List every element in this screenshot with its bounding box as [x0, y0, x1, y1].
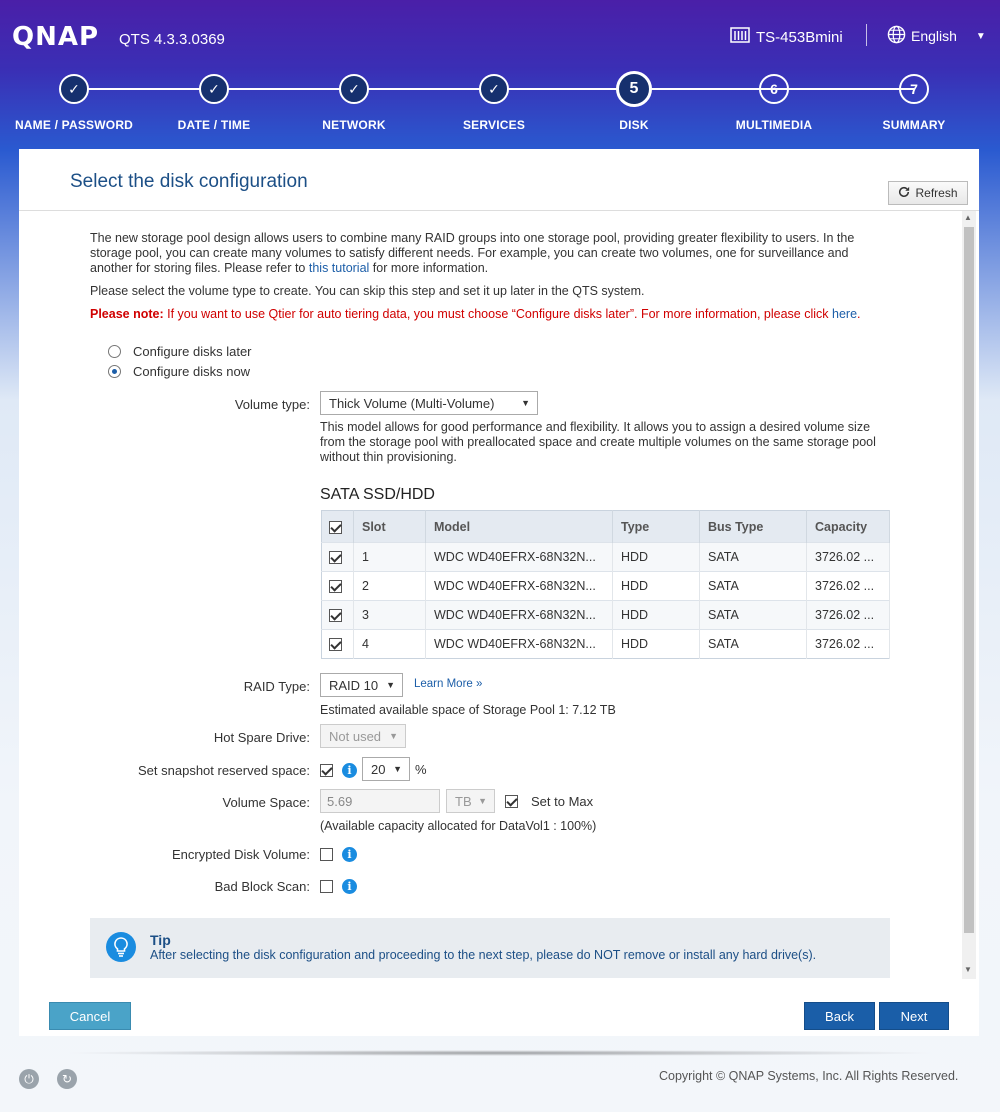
- cell-slot: 3: [354, 601, 426, 630]
- info-icon[interactable]: i: [342, 847, 357, 862]
- refresh-button[interactable]: Refresh: [888, 181, 968, 205]
- wizard-stepper: [0, 70, 1000, 150]
- volume-space-input[interactable]: 5.69: [320, 789, 440, 813]
- checkbox-icon[interactable]: [329, 521, 342, 534]
- table-row[interactable]: [322, 630, 890, 659]
- page-title: Select the disk configuration: [70, 171, 308, 192]
- cell-bus: SATA: [700, 572, 807, 601]
- encrypted-checkbox[interactable]: [320, 848, 333, 861]
- cell-bus: SATA: [700, 601, 807, 630]
- step-number: 5: [616, 71, 652, 107]
- here-link[interactable]: here: [832, 307, 858, 321]
- snapshot-percent-select[interactable]: 20 ▼: [362, 757, 410, 781]
- tip-title: Tip: [150, 932, 171, 948]
- hot-spare-label: Hot Spare Drive:: [213, 730, 310, 745]
- scroll-up-icon[interactable]: ▲: [964, 213, 972, 222]
- col-capacity[interactable]: Capacity: [807, 511, 890, 543]
- table-header-row: [322, 511, 890, 543]
- radio-now[interactable]: [108, 365, 121, 378]
- disk-table: [321, 510, 890, 659]
- volume-type-description: This model allows for good performance and flexibility. It allows you to assign a desired volume size from the storage pool with preallocated space and create multiple volumes on the same storage pool without thin provisioning.: [320, 420, 876, 464]
- disk-config-panel: [19, 149, 979, 1036]
- col-type[interactable]: Type: [613, 511, 700, 543]
- col-slot[interactable]: Slot: [354, 511, 426, 543]
- select-instruction: Please select the volume type to create. You can skip this step and set it up later in the QTS system.: [90, 284, 645, 298]
- bad-block-checkbox[interactable]: [320, 880, 333, 893]
- step-number: 6: [759, 74, 789, 104]
- raid-type-label: RAID Type:: [243, 679, 310, 694]
- row-checkbox[interactable]: [329, 609, 342, 622]
- snapshot-unit: %: [415, 762, 427, 777]
- cell-slot: 4: [354, 630, 426, 659]
- set-to-max-label: Set to Max: [531, 794, 594, 809]
- row-checkbox[interactable]: [329, 638, 342, 651]
- cell-model: WDC WD40EFRX-68N32N...: [426, 630, 613, 659]
- cell-capacity: 3726.02 ...: [807, 543, 890, 572]
- step-summary: 7 SUMMARY: [834, 74, 994, 132]
- cell-slot: 2: [354, 572, 426, 601]
- step-check-icon: ✓: [199, 74, 229, 104]
- bad-block-label: Bad Block Scan:: [214, 879, 310, 894]
- cell-model: WDC WD40EFRX-68N32N...: [426, 601, 613, 630]
- info-icon[interactable]: i: [342, 879, 357, 894]
- tip-text: After selecting the disk configuration and proceeding to the next step, please do NOT remove or install any hard drive(s).: [150, 948, 817, 962]
- volume-unit-select[interactable]: TB ▼: [446, 789, 495, 813]
- sata-section-title: SATA SSD/HDD: [320, 486, 435, 503]
- select-all-checkbox[interactable]: [322, 511, 354, 543]
- nas-icon: [730, 26, 750, 48]
- step-date-time: ✓ DATE / TIME: [134, 74, 294, 132]
- scrollbar[interactable]: [962, 211, 976, 979]
- set-to-max-checkbox[interactable]: [505, 795, 518, 808]
- volume-type-select[interactable]: Thick Volume (Multi-Volume) ▼: [320, 391, 538, 415]
- top-bar: [0, 0, 1000, 70]
- table-row[interactable]: [322, 543, 890, 572]
- panel-shadow: [60, 1050, 940, 1056]
- encrypted-label: Encrypted Disk Volume:: [171, 847, 310, 862]
- raid-type-select[interactable]: RAID 10 ▼: [320, 673, 403, 697]
- cell-model: WDC WD40EFRX-68N32N...: [426, 572, 613, 601]
- next-button[interactable]: Next: [879, 1002, 949, 1030]
- intro-text: [90, 231, 890, 330]
- info-icon[interactable]: i: [342, 763, 357, 778]
- header-separator: [866, 24, 867, 46]
- step-services: ✓ SERVICES: [414, 74, 574, 132]
- cancel-button[interactable]: Cancel: [49, 1002, 131, 1030]
- cell-type: HDD: [613, 601, 700, 630]
- step-check-icon: ✓: [339, 74, 369, 104]
- cell-type: HDD: [613, 630, 700, 659]
- estimated-space: Estimated available space of Storage Pool 1: 7.12 TB: [320, 703, 616, 717]
- power-icon[interactable]: ⏻: [19, 1069, 39, 1089]
- step-check-icon: ✓: [59, 74, 89, 104]
- refresh-icon: [898, 186, 910, 201]
- tutorial-link[interactable]: this tutorial: [308, 261, 370, 275]
- col-model[interactable]: Model: [426, 511, 613, 543]
- restart-icon[interactable]: ↻: [57, 1069, 77, 1089]
- step-number: 7: [899, 74, 929, 104]
- option-configure-now[interactable]: Configure disks now: [108, 364, 250, 379]
- globe-icon: [887, 25, 906, 47]
- cell-capacity: 3726.02 ...: [807, 572, 890, 601]
- row-checkbox[interactable]: [329, 551, 342, 564]
- available-capacity-text: (Available capacity allocated for DataVol1 : 100%): [320, 819, 597, 833]
- chevron-down-icon: ▼: [393, 764, 402, 774]
- radio-later[interactable]: [108, 345, 121, 358]
- cell-slot: 1: [354, 543, 426, 572]
- device-model: TS-453Bmini: [730, 26, 843, 48]
- chevron-down-icon: ▼: [478, 796, 487, 806]
- cell-type: HDD: [613, 572, 700, 601]
- table-row[interactable]: [322, 572, 890, 601]
- scrollbar-thumb[interactable]: [964, 227, 974, 933]
- option-configure-later[interactable]: Configure disks later: [108, 344, 252, 359]
- snapshot-label: Set snapshot reserved space:: [138, 763, 310, 778]
- scroll-down-icon[interactable]: ▼: [964, 965, 972, 974]
- volume-type-label: Volume type:: [234, 397, 310, 412]
- col-bus-type[interactable]: Bus Type: [700, 511, 807, 543]
- cell-bus: SATA: [700, 543, 807, 572]
- volume-space-label: Volume Space:: [222, 795, 310, 810]
- step-name-password: ✓ NAME / PASSWORD: [0, 74, 154, 132]
- copyright-text: Copyright © QNAP Systems, Inc. All Rights Reserved.: [659, 1069, 959, 1083]
- cell-type: HDD: [613, 543, 700, 572]
- qtier-note: Please note: If you want to use Qtier for auto tiering data, you must choose “Configure disks later”. For more information, please click here.: [90, 307, 861, 321]
- chevron-down-icon: ▼: [386, 680, 395, 690]
- step-disk: 5 DISK: [554, 74, 714, 132]
- lightbulb-icon: [106, 932, 136, 962]
- tip-box: [90, 918, 890, 978]
- cell-bus: SATA: [700, 630, 807, 659]
- title-divider: [19, 210, 979, 211]
- chevron-down-icon: ▼: [521, 398, 530, 408]
- storage-pool-description: The new storage pool design allows users to combine many RAID groups into one storage pool, providing greater flexibility to users. In the storage pool, you can create many volumes to satisfy different needs. For example, you can create two volumes, one for surveillance and another for storing files. Please refer to this tutorial for more information.: [90, 231, 855, 275]
- cell-capacity: 3726.02 ...: [807, 601, 890, 630]
- step-check-icon: ✓: [479, 74, 509, 104]
- chevron-down-icon: ▼: [389, 731, 398, 741]
- cell-capacity: 3726.02 ...: [807, 630, 890, 659]
- step-network: ✓ NETWORK: [274, 74, 434, 132]
- qnap-logo: QNAP: [12, 22, 100, 52]
- hot-spare-select[interactable]: Not used ▼: [320, 724, 406, 748]
- chevron-down-icon: ▼: [975, 30, 986, 42]
- firmware-version: QTS 4.3.3.0369: [119, 31, 225, 48]
- snapshot-checkbox[interactable]: [320, 764, 333, 777]
- learn-more-link[interactable]: Learn More »: [414, 678, 483, 690]
- cell-model: WDC WD40EFRX-68N32N...: [426, 543, 613, 572]
- back-button[interactable]: Back: [804, 1002, 875, 1030]
- language-selector[interactable]: English ▼: [887, 25, 986, 47]
- row-checkbox[interactable]: [329, 580, 342, 593]
- table-row[interactable]: [322, 601, 890, 630]
- step-multimedia: 6 MULTIMEDIA: [694, 74, 854, 132]
